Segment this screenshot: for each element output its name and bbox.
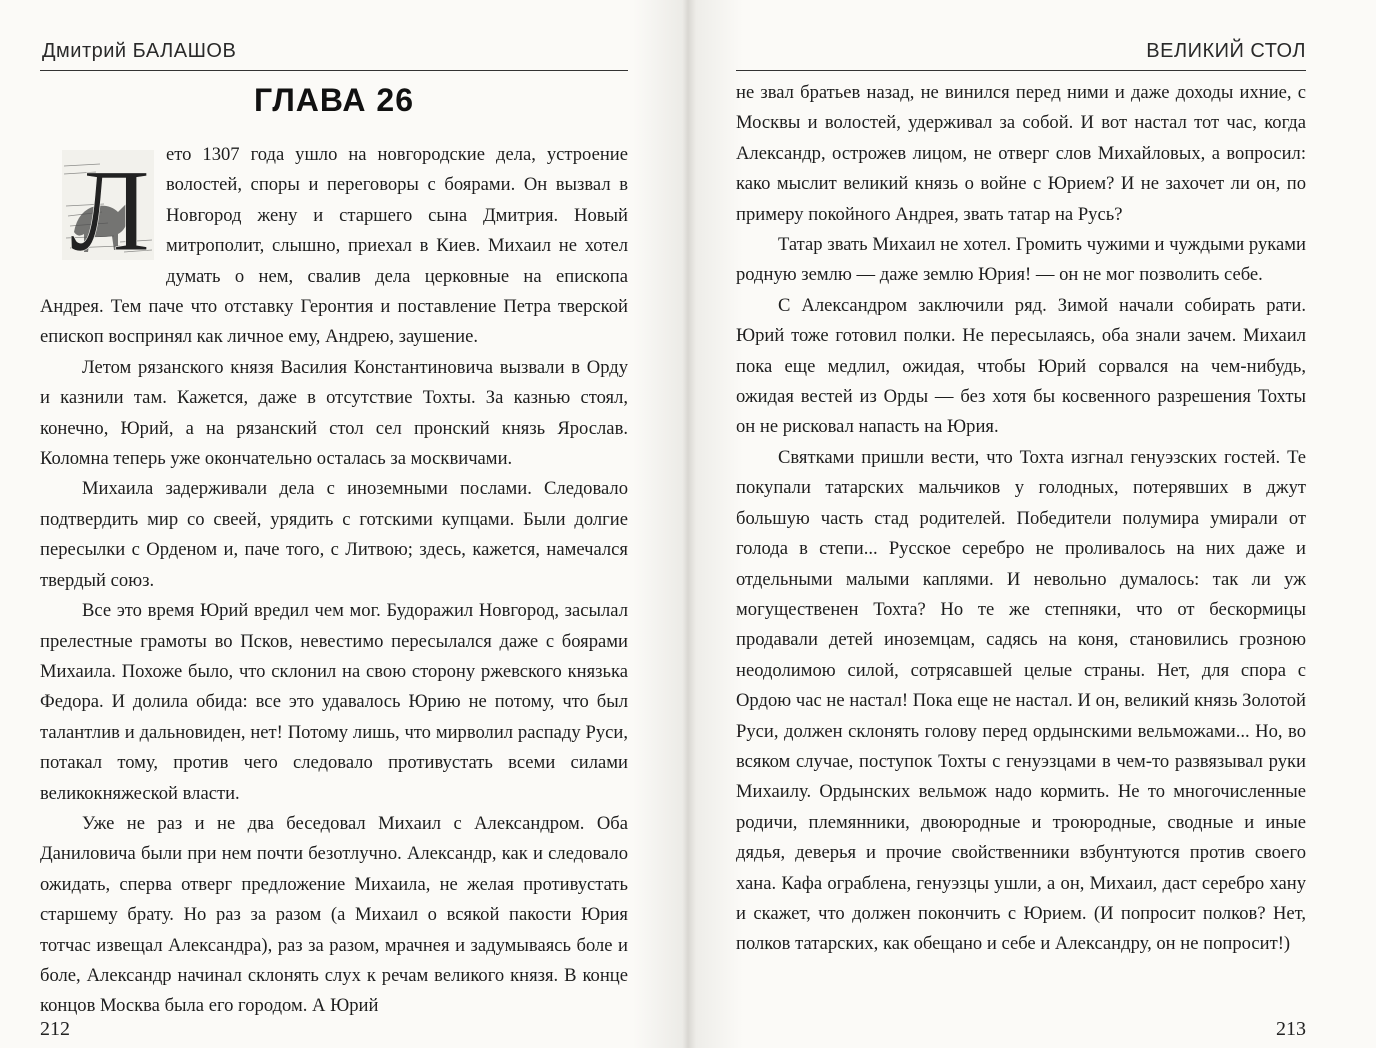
running-head-author: Дмитрий БАЛАШОВ xyxy=(42,40,237,62)
paragraph: Святками пришли вести, что Тохта изгнал генуэзских гостей. Те покупали татарских мальчиков у голодных, потерявших в джут большую часть стад родителей. Победители полумира умирали от голода в степи... Русское серебро не проливалось на них даже и отдельными малыми каплями. И невольно думалось: так ли уж могущественен Тохта? Но те же степняки, что от бескормицы продавали детей иноземцам, садясь на коня, становились грозною неодолимою силой, сотрясавшей целые страны. Нет, для спора с Ордою час не настал! Пока еще не настал. И он, великий князь Золотой Руси, должен склонять голову перед ордынскими вельможами... Но, во всяком случае, поступок Тохты с генуэзцами в чем-то развязывал руки Михаилу. Ордынских вельмож надо кормить. Не то многочисленные родичи, племянники, двоюродные и троюродные, сводные и иные дядья, деверья и прочие свойственники взбунтуются против своего хана. Кафа ограблена, генуэзцы ушли, а он, Михаил, даст серебро хану и скажет, что должен покончить с Юрием. (И попросит полков? Нет, полков татарских, как обещано и себе и Александру, он не попросит!) xyxy=(736,446,1306,955)
header-rule xyxy=(736,70,1306,71)
paragraph: Уже не раз и не два беседовал Михаил с Александром. Оба Даниловича были при нем почти безотлучно. Александр, как и следовало ожидать, сперва отверг предложение Михаила, не желая противустать старшему брату. Но раз за разом (а Михаил о всякой пакости Юрия тотчас извещал Александра), раз за разом, мрачнея и задумываясь боле и боле, Александр начинал склонять слух к речам великого князя. В конце концов Москва была его городом. А Юрий xyxy=(40,812,628,1017)
page-number: 212 xyxy=(40,1018,70,1040)
paragraph: не звал братьев назад, не винился перед ними и даже доходы ихние, с Москвы и волостей, удерживал за собой. И вот настал тот час, когда Александр, острожев лицом, не отверг слов Михайловых, а вопросил: како мыслит великий князь о войне с Юрием? И не захочет ли он, по примеру покойного Андрея, звать татар на Русь? xyxy=(736,82,1306,225)
right-page xyxy=(736,0,1306,1048)
left-page xyxy=(40,0,628,1048)
running-head-title: ВЕЛИКИЙ СТОЛ xyxy=(1146,40,1306,62)
right-page-text xyxy=(736,78,1306,960)
paragraph: ето 1307 года ушло на новгородские дела, устроение волостей, споры и переговоры с боярами. Он вызвал в Новгород жену и старшего сына Дмитрия. Новый митрополит, слышно, приехал в Киев. Михаил не хотел думать о нем, свалив дела церковные на епископа Андрея. Тем паче что отставку Геронтия и поставление Петра тверской епископ воспринял как личное ему, Андрею, заушение. xyxy=(40,144,628,348)
drop-cap-illustration xyxy=(60,146,156,264)
left-page-text xyxy=(40,140,628,1022)
paragraph: Михаила задерживали дела с иноземными послами. Следовало подтвердить мир со свеей, урядить с готскими купцами. Были долгие пересылки с Орденом и, паче того, с Литвою; здесь, кажется, намечался твердый союз. xyxy=(40,478,628,591)
drop-cap-engraving xyxy=(60,146,156,264)
paragraph: Татар звать Михаил не хотел. Громить чужими и чуждыми руками родную землю — даже землю Юрия! — он не мог позволить себе. xyxy=(736,234,1306,286)
paragraph: С Александром заключили ряд. Зимой начали собирать рати. Юрий тоже готовил полки. Не пересылаясь, оба знали зачем. Михаил пока еще медлил, ожидая, чтобы Юрий сорвался на чем-нибудь, ожидая вестей из Орды — без хотя бы косвенного разрешения Тохты он не рисковал напасть на Юрия. xyxy=(736,294,1306,438)
paragraph: Все это время Юрий вредил чем мог. Будоражил Новгород, засылал прелестные грамоты во Псков, невестимо пересылался даже с боярами Михаила. Похоже было, что склонил на свою сторону ржевского князька Федора. И долила обида: все это удавалось Юрию не потому, что был талантлив и дальновиден, нет! Потому лишь, что мирволил распаду Руси, потакал тому, против чего следовало противустать всеми силами великокняжеской власти. xyxy=(40,600,628,804)
header-rule xyxy=(40,70,628,71)
chapter-title: ГЛАВА 26 xyxy=(253,82,414,118)
page-number: 213 xyxy=(1276,1018,1306,1040)
paragraph: Летом рязанского князя Василия Константиновича вызвали в Орду и казнили там. Кажется, даже в отсутствие Тохты. За казнью стоял, конечно, Юрий, а на рязанский стол сел пронский князь Ярослав. Коломна теперь уже окончательно осталась за москвичами. xyxy=(40,356,628,470)
drop-cap-letter: Л xyxy=(69,146,151,264)
